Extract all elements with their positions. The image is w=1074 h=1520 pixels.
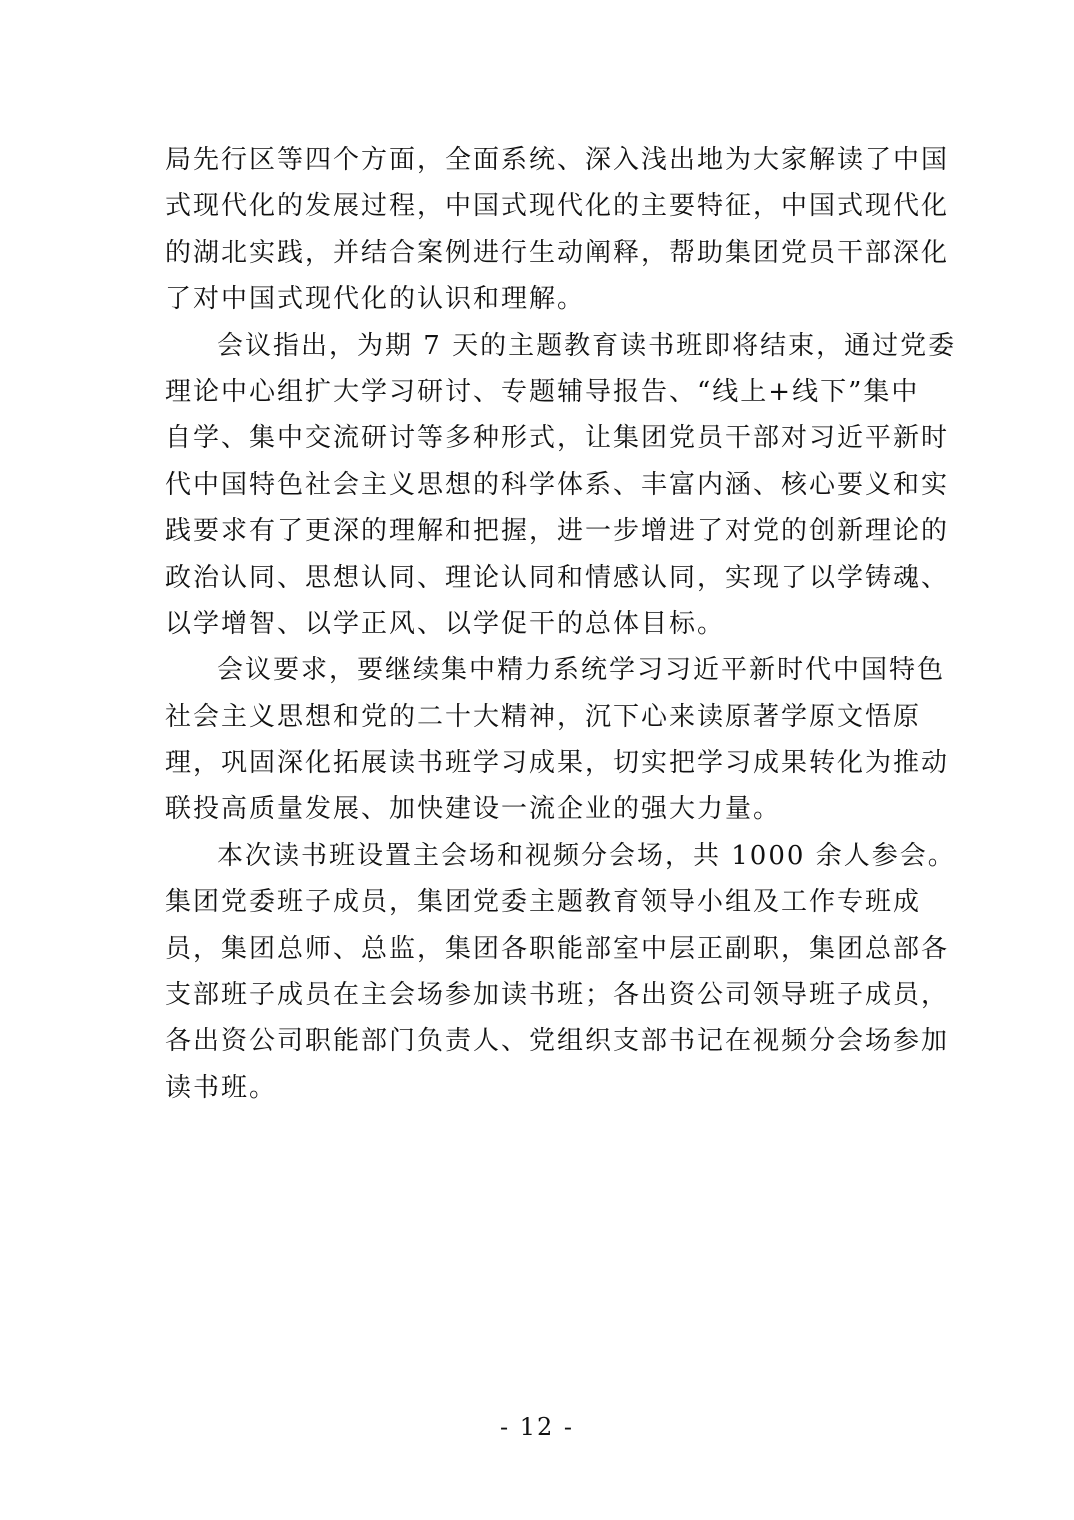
text-line: 读书班。 bbox=[165, 1072, 278, 1103]
paragraph-start-line: 会议指出，为期 7 天的主题教育读书班即将结束，通过党委 bbox=[217, 330, 957, 361]
body-text bbox=[165, 137, 957, 1111]
page-number: - 12 - bbox=[499, 1413, 574, 1441]
text-line: 自学、集中交流研讨等多种形式，让集团党员干部对习近平新时 bbox=[165, 423, 950, 454]
paragraph-start-line: 本次读书班设置主会场和视频分会场，共 1000 余人参会。 bbox=[217, 840, 956, 871]
text-line: 了对中国式现代化的认识和理解。 bbox=[165, 284, 586, 315]
text-line: 式现代化的发展过程，中国式现代化的主要特征，中国式现代化 bbox=[165, 191, 950, 222]
text-line: 践要求有了更深的理解和把握，进一步增进了对党的创新理论的 bbox=[165, 516, 950, 547]
text-line: 理，巩固深化拓展读书班学习成果，切实把学习成果转化为推动 bbox=[165, 748, 950, 779]
text-line: 社会主义思想和党的二十大精神，沉下心来读原著学原文悟原 bbox=[165, 701, 922, 732]
text-line: 集团党委班子成员，集团党委主题教育领导小组及工作专班成 bbox=[165, 887, 922, 918]
text-line: 代中国特色社会主义思想的科学体系、丰富内涵、核心要义和实 bbox=[165, 469, 950, 500]
text-line: 支部班子成员在主会场参加读书班；各出资公司领导班子成员， bbox=[165, 980, 950, 1011]
text-line: 各出资公司职能部门负责人、党组织支部书记在视频分会场参加 bbox=[165, 1026, 950, 1057]
text-line: 局先行区等四个方面，全面系统、深入浅出地为大家解读了中国 bbox=[165, 145, 950, 175]
text-line: 联投高质量发展、加快建设一流企业的强大力量。 bbox=[165, 794, 782, 825]
text-line: 理论中心组扩大学习研讨、专题辅导报告、“线上+线下”集中 bbox=[165, 376, 920, 407]
text-line: 政治认同、思想认同、理论认同和情感认同，实现了以学铸魂、 bbox=[165, 562, 950, 593]
paragraph-start-line: 会议要求，要继续集中精力系统学习习近平新时代中国特色 bbox=[217, 655, 946, 686]
text-line: 以学增智、以学正风、以学促干的总体目标。 bbox=[165, 608, 726, 639]
text-line: 员，集团总师、总监，集团各职能部室中层正副职，集团总部各 bbox=[165, 933, 950, 964]
text-line: 的湖北实践，并结合案例进行生动阐释，帮助集团党员干部深化 bbox=[165, 237, 950, 268]
